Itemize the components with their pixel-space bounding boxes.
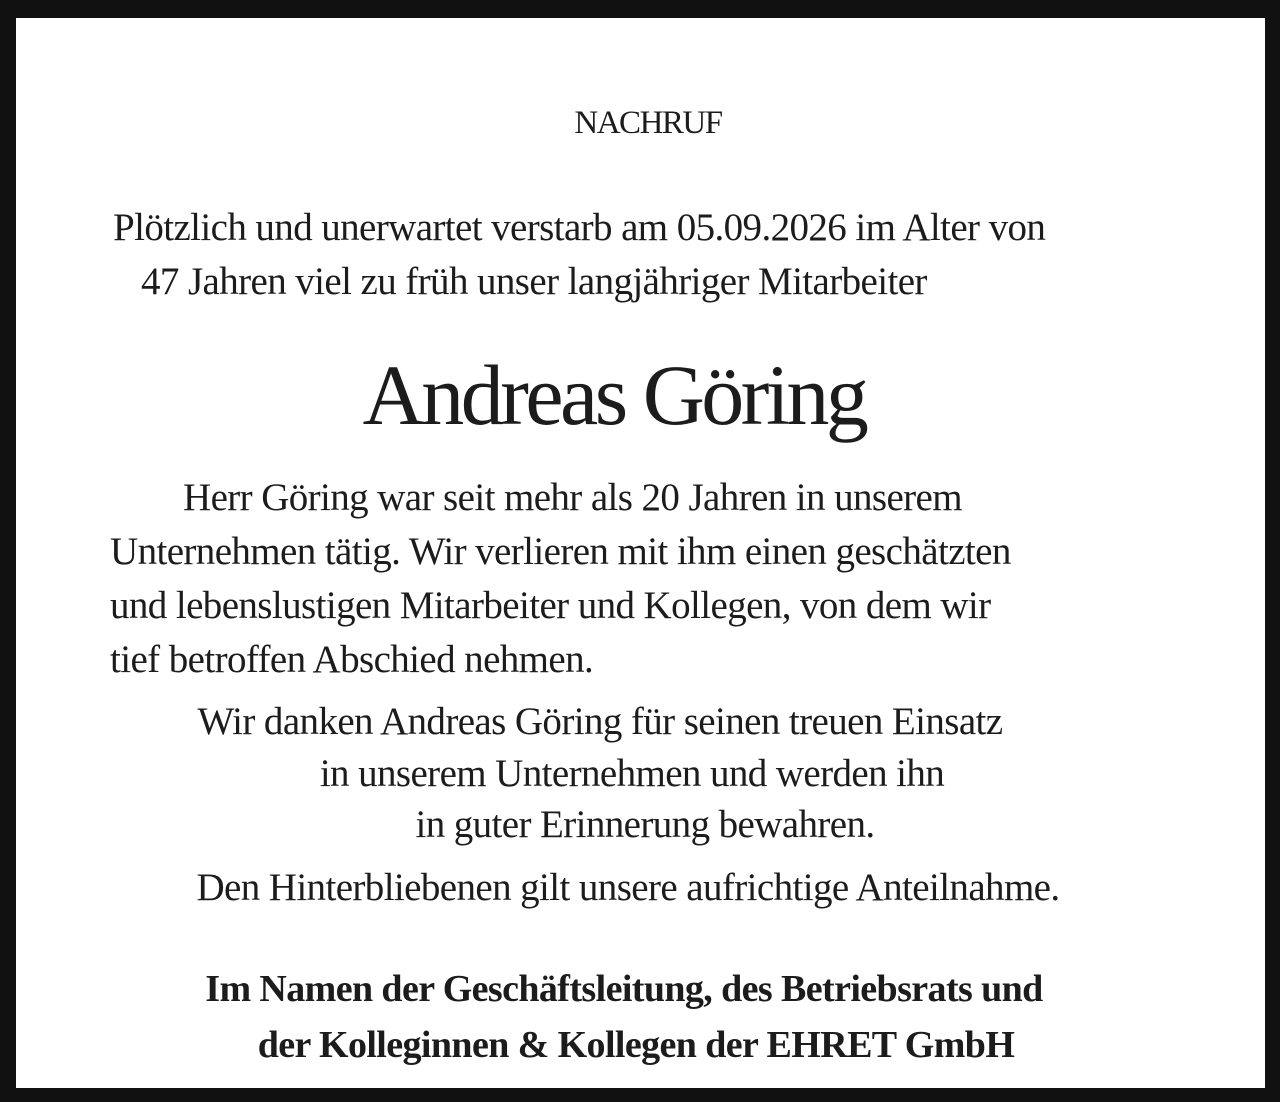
- paragraph1-line-4: tief betroffen Abschied nehmen.: [110, 638, 594, 681]
- deceased-name: Andreas Göring: [362, 347, 866, 443]
- condolence-line: Den Hinterbliebenen gilt unsere aufrichtige Anteilnahme.: [196, 866, 1060, 909]
- paragraph1-line-1: Herr Göring war seit mehr als 20 Jahren in unserem: [183, 476, 963, 519]
- paragraph2-line-3: in guter Erinnerung bewahren.: [415, 803, 875, 846]
- paragraph1-line-3: und lebenslustigen Mitarbeiter und Kollegen, von dem wir: [110, 584, 991, 627]
- signature-line-2: der Kolleginnen & Kollegen der EHRET GmbH: [257, 1024, 1015, 1066]
- intro-line-1: Plötzlich und unerwartet verstarb am 05.09.2026 im Alter von: [113, 206, 1046, 249]
- notice-heading: NACHRUF: [574, 105, 722, 141]
- paragraph2-line-1: Wir danken Andreas Göring für seinen treuen Einsatz: [197, 700, 1003, 743]
- intro-line-2: 47 Jahren viel zu früh unser langjähriger Mitarbeiter: [141, 260, 927, 303]
- paragraph1-line-2: Unternehmen tätig. Wir verlieren mit ihm einen geschätzten: [110, 530, 1011, 573]
- paragraph2-line-2: in unserem Unternehmen und werden ihn: [319, 752, 945, 795]
- signature-line-1: Im Namen der Geschäftsleitung, des Betriebsrats und: [205, 968, 1043, 1010]
